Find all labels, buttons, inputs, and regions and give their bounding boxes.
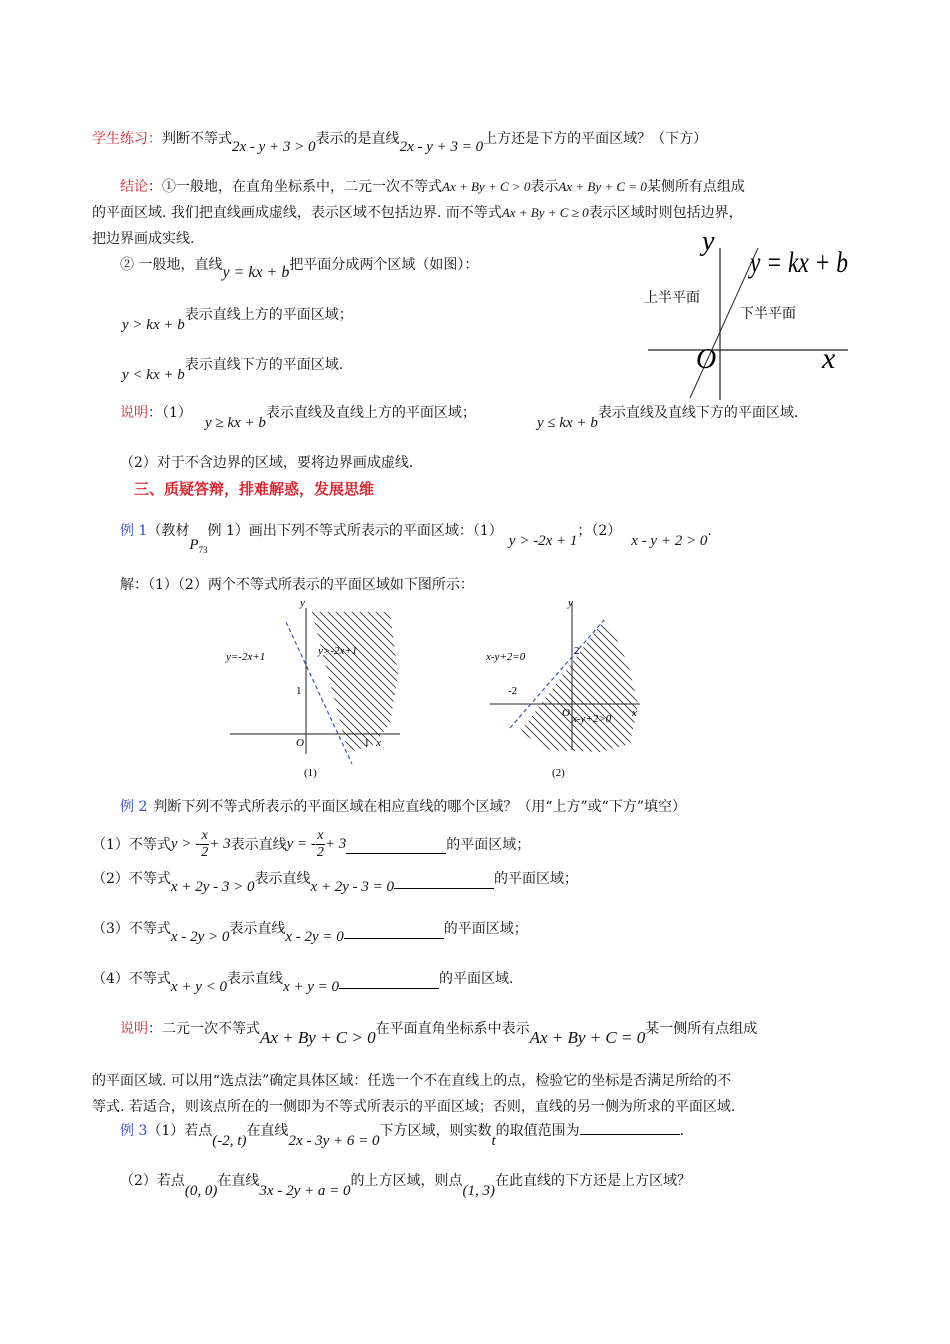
conclusion-text-2: 表示 — [530, 179, 559, 195]
hatch-line — [490, 594, 680, 784]
example-3-label: 例 3 — [120, 1123, 148, 1139]
hatch-line — [634, 594, 824, 784]
conclusion-line-4 — [120, 254, 479, 281]
item-2-text-3: 的平面区域； — [494, 871, 579, 887]
hatch-line — [698, 594, 888, 784]
hatch-line — [538, 594, 728, 784]
section-3-title: 三、质疑答辩，排难解惑，发展思维 — [134, 480, 375, 498]
conclusion-text-4: 的平面区域. 我们把直线画成虚线，表示区域不包括边界. 而不等式 — [92, 205, 502, 221]
graph-2-caption: (2) — [552, 767, 565, 779]
figure-y-label: y — [702, 226, 715, 257]
graph-1-hatch — [30, 594, 788, 784]
hatch-line — [730, 594, 920, 784]
item-4-text-2: 表示直线 — [226, 971, 283, 987]
example-3-text-8: 的上方区域，则点 — [350, 1173, 463, 1189]
figure-upper-label: 上半平面 — [644, 291, 700, 306]
hatch-line — [682, 594, 872, 784]
note-2-line-3: 等式. 若适合，则该点所在的一侧即为不等式所表示的平面区域；否则，直线的另一侧为所求的平面区域. — [92, 1099, 736, 1115]
hatch-line — [714, 594, 904, 784]
hatch-line — [786, 594, 950, 784]
half-plane-figure — [640, 228, 860, 404]
conclusion-math-2: Ax + By + C = 0 — [558, 179, 647, 194]
example-3-text-5: . — [679, 1123, 685, 1139]
item-2-math-1: x + 2y - 3 > 0 — [170, 879, 255, 895]
graph-1-y-label: y — [300, 597, 305, 609]
note-text-3: 表示直线及直线下方的平面区域. — [597, 405, 799, 421]
conclusion-line-5 — [122, 304, 353, 333]
hatch-line — [818, 594, 950, 784]
hatch-line — [426, 594, 616, 784]
hatch-line — [86, 594, 276, 784]
hatch-line — [286, 594, 476, 784]
practice-text-3: 上方还是下方的平面区域？（下方） — [483, 131, 708, 147]
hatch-line — [302, 594, 492, 784]
item-1-text-2: 表示直线 — [230, 837, 287, 853]
item-3-math-1: x - 2y > 0 — [170, 929, 230, 945]
example-3-math-1: (-2, t) — [212, 1133, 247, 1149]
hatch-line — [166, 594, 356, 784]
item-3-text-3: 的平面区域； — [443, 921, 528, 937]
conclusion-math-1: Ax + By + C > 0 — [442, 179, 531, 194]
example-3-text-2: 在直线 — [246, 1123, 289, 1139]
example-1-page-ref — [189, 537, 207, 553]
example-2-item-2 — [92, 868, 579, 895]
hatch-line — [754, 594, 944, 784]
conclusion-text-5: 表示区域时则包括边界， — [588, 205, 743, 221]
hatch-line — [546, 594, 736, 784]
hatch-line — [70, 594, 260, 784]
hatch-line — [118, 594, 308, 784]
item-1-fraction-2 — [316, 828, 325, 861]
hatch-line — [738, 594, 928, 784]
graph-2-ineq-label: x-y+2>0 — [572, 713, 612, 725]
note-2-math-1: Ax + By + C > 0 — [260, 1028, 376, 1047]
conclusion-math-4: y = kx + b — [222, 264, 290, 281]
hatch-line — [46, 594, 236, 784]
graph-1-tick-x: 1 — [364, 737, 370, 749]
hatch-line — [626, 594, 816, 784]
graph-2-boundary — [510, 620, 604, 728]
hatch-line — [150, 594, 340, 784]
hatch-line — [466, 594, 656, 784]
conclusion-math-3: Ax + By + C ≥ 0 — [501, 205, 589, 220]
item-1-frac2-den: 2 — [316, 844, 324, 860]
item-3-text-2: 表示直线 — [229, 921, 286, 937]
hatch-line — [30, 594, 220, 784]
item-2-math-2: x + 2y - 3 = 0 — [310, 879, 395, 895]
example-1-math-1: y > -2x + 1 — [508, 533, 578, 549]
note-text-1: ：（1） — [148, 405, 192, 421]
example-2-text: 判断下列不等式所表示的平面区域在相应直线的哪个区域？（用“上方”或“下方”填空） — [153, 799, 686, 815]
hatch-line — [102, 594, 292, 784]
conclusion-line-2 — [92, 202, 743, 222]
hatch-line — [762, 594, 950, 784]
conclusion-math-5: y > kx + b — [122, 317, 185, 333]
graph-2-origin: O — [562, 707, 570, 719]
example-3-text-6: （2）若点 — [120, 1173, 185, 1189]
hatch-line — [230, 594, 420, 784]
hatch-line — [802, 594, 950, 784]
example-1-label: 例 1 — [120, 523, 148, 539]
example-2-item-4 — [92, 968, 514, 995]
hatch-line — [434, 594, 624, 784]
graph-1-line-label: y=-2x+1 — [226, 651, 266, 663]
hatch-line — [126, 594, 316, 784]
hatch-line — [78, 594, 268, 784]
hatch-line — [578, 594, 768, 784]
hatch-line — [110, 594, 300, 784]
hatch-line — [174, 594, 364, 784]
example-3-math-6: (1, 3) — [462, 1183, 495, 1199]
item-4-text-3: 的平面区域. — [439, 971, 514, 987]
conclusion-text-9: 表示直线下方的平面区域. — [184, 357, 344, 373]
example-1-text-4: . — [707, 523, 712, 539]
hatch-line — [746, 594, 936, 784]
conclusion-text-3: 某侧所有点组成 — [646, 179, 745, 195]
practice-text-1: 判断不等式 — [162, 131, 232, 147]
hatch-line — [246, 594, 436, 784]
example-3-text-1: （1）若点 — [147, 1123, 213, 1139]
example-1-text-3: ；（2） — [577, 523, 622, 539]
hatch-line — [810, 594, 950, 784]
note-2-text-1: ：二元一次不等式 — [148, 1021, 260, 1037]
note-line-2: （2）对于不含边界的区域，要将边界画成虚线. — [120, 455, 414, 471]
practice-text-2: 表示的是直线 — [315, 131, 400, 147]
conclusion-text-7: 把平面分成两个区域（如图）： — [289, 257, 479, 273]
hatch-line — [514, 594, 704, 784]
item-1-math-4: + 3 — [324, 835, 347, 852]
figure-lower-label: 下半平面 — [740, 307, 796, 322]
item-4-math-1: x + y < 0 — [170, 979, 227, 995]
hatch-line — [442, 594, 632, 784]
hatch-line — [674, 594, 864, 784]
practice-paragraph — [92, 128, 708, 155]
hatch-line — [602, 594, 792, 784]
hatch-line — [530, 594, 720, 784]
hatch-line — [214, 594, 404, 784]
example-1-line — [120, 520, 712, 555]
item-1-fraction-1 — [200, 828, 209, 861]
example-2-label: 例 2 — [120, 799, 148, 815]
graph-1-tick-y: 1 — [296, 685, 302, 697]
graph-2-y-label: y — [568, 597, 573, 609]
note-2-text-3: 某一侧所有点组成 — [645, 1021, 758, 1037]
hatch-line — [262, 594, 452, 784]
item-2-text-2: 表示直线 — [254, 871, 311, 887]
hatch-line — [506, 594, 696, 784]
example-3-text-9: 在此直线的下方还是上方区域？ — [494, 1173, 691, 1189]
hatch-line — [182, 594, 372, 784]
hatch-line — [142, 594, 332, 784]
note-line-1 — [120, 402, 192, 422]
hatch-line — [238, 594, 428, 784]
item-1-frac2-num: x — [317, 827, 324, 843]
hatch-line — [690, 594, 880, 784]
hatch-line — [666, 594, 856, 784]
item-2-blank[interactable] — [394, 887, 494, 889]
hatch-line — [294, 594, 484, 784]
note-line-1c — [537, 402, 799, 431]
figure-x-label: x — [822, 342, 836, 375]
hatch-line — [474, 594, 664, 784]
example-1-solution: 解：（1）（2）两个不等式所表示的平面区域如下图所示： — [120, 577, 474, 593]
example-2-item-3 — [92, 918, 528, 945]
hatch-line — [94, 594, 284, 784]
hatch-line — [570, 594, 760, 784]
note-2-math-2: Ax + By + C = 0 — [529, 1028, 646, 1047]
hatch-line — [458, 594, 648, 784]
conclusion-line-6 — [122, 354, 344, 383]
hatch-line — [594, 594, 784, 784]
hatch-line — [618, 594, 808, 784]
item-1-text-1: （1）不等式 — [92, 837, 171, 853]
graph-1-ineq-label: y>-2x+1 — [318, 645, 358, 657]
hatch-line — [778, 594, 950, 784]
item-4-text-1: （4）不等式 — [92, 971, 171, 987]
graph-2-tick-y: 2 — [574, 645, 580, 657]
hatch-line — [498, 594, 688, 784]
hatch-line — [54, 594, 244, 784]
graph-2 — [480, 594, 650, 784]
item-3-math-2: x - 2y = 0 — [285, 929, 344, 945]
hatch-line — [658, 594, 848, 784]
figure-origin-label: O — [696, 344, 717, 375]
practice-math-1: 2x - y + 3 > 0 — [232, 139, 316, 155]
example-1-text-2: 例 1）画出下列不等式所表示的平面区域：（1） — [207, 523, 503, 539]
graph-1-x-label: x — [376, 737, 381, 749]
figure-equation: y = kx + b — [747, 246, 848, 279]
hatch-line — [198, 594, 388, 784]
hatch-line — [394, 594, 584, 784]
note-text-2: 表示直线及直线上方的平面区域； — [265, 405, 476, 421]
example-3-text-7: 在直线 — [217, 1173, 260, 1189]
hatch-line — [794, 594, 950, 784]
hatch-line — [38, 594, 228, 784]
hatch-line — [834, 594, 950, 784]
conclusion-line-3: 把边界画成实线. — [92, 231, 195, 247]
hatch-line — [190, 594, 380, 784]
practice-math-2: 2x - y + 3 = 0 — [399, 139, 484, 155]
example-3-math-2: 2x - 3y + 6 = 0 — [288, 1133, 380, 1149]
note-line-1b — [205, 402, 476, 431]
example-3-text-3: 下方区域，则实数 — [379, 1123, 492, 1139]
conclusion-text-6: ② 一般地，直线 — [120, 257, 223, 273]
example-3-line-1 — [120, 1120, 685, 1149]
practice-label: 学生练习： — [92, 131, 162, 147]
hatch-line — [650, 594, 840, 784]
figure-line — [690, 248, 758, 398]
note-math-1: y ≥ kx + b — [205, 415, 266, 431]
note-label: 说明 — [120, 405, 148, 421]
graph-2-x-label: x — [632, 707, 637, 719]
item-1-math-2: + 3 — [209, 835, 231, 852]
example-1-math-2: x - y + 2 > 0 — [631, 533, 708, 549]
item-1-blank[interactable] — [346, 852, 446, 854]
graph-1-origin: O — [296, 737, 304, 749]
hatch-line — [254, 594, 444, 784]
graph-2-tick-x: -2 — [508, 685, 518, 697]
item-3-blank[interactable] — [344, 937, 444, 939]
hatch-line — [522, 594, 712, 784]
item-1-frac-den: 2 — [201, 844, 209, 860]
hatch-line — [722, 594, 912, 784]
note-2-label: 说明 — [120, 1021, 148, 1037]
note-2-text-2: 在平面直角坐标系中表示 — [375, 1021, 530, 1037]
example-3-text-4: 的取值范围为 — [495, 1123, 580, 1139]
hatch-line — [158, 594, 348, 784]
graph-2-line-label: x-y+2=0 — [486, 651, 526, 663]
example-1-page-sub: 73 — [198, 545, 208, 555]
example-1-text-1: （教材 — [147, 523, 190, 539]
hatch-line — [826, 594, 950, 784]
graph-1-caption: (1) — [304, 767, 317, 779]
example-3-math-4: (0, 0) — [184, 1183, 218, 1199]
hatch-line — [562, 594, 752, 784]
hatch-line — [586, 594, 776, 784]
note-2-line-1 — [120, 1018, 758, 1047]
item-4-blank[interactable] — [339, 987, 439, 989]
hatch-line — [610, 594, 800, 784]
item-1-text-3: 的平面区域； — [446, 837, 531, 853]
example-2-line — [120, 796, 686, 816]
example-2-item-1 — [92, 824, 530, 864]
hatch-line — [706, 594, 896, 784]
example-3-line-2 — [120, 1170, 691, 1199]
item-2-text-1: （2）不等式 — [92, 871, 171, 887]
hatch-line — [642, 594, 832, 784]
item-4-math-2: x + y = 0 — [282, 979, 340, 995]
hatch-line — [386, 594, 576, 784]
graph-1 — [220, 594, 410, 784]
conclusion-label: 结论 — [120, 179, 148, 195]
example-3-blank[interactable] — [580, 1133, 680, 1135]
hatch-line — [310, 594, 500, 784]
item-1-math-3: y = - — [286, 835, 316, 852]
hatch-line — [62, 594, 252, 784]
hatch-line — [554, 594, 744, 784]
example-1-page-p: P — [189, 537, 199, 553]
hatch-line — [770, 594, 950, 784]
note-math-2: y ≤ kx + b — [537, 415, 598, 431]
conclusion-text-1: ：①一般地，在直角坐标系中，二元一次不等式 — [148, 179, 442, 195]
item-3-text-1: （3）不等式 — [92, 921, 171, 937]
item-1-frac-num: x — [201, 827, 208, 843]
conclusion-line-1 — [120, 176, 745, 196]
item-1-math-1: y > - — [170, 835, 201, 852]
example-3-math-3: t — [491, 1133, 496, 1149]
conclusion-text-8: 表示直线上方的平面区域； — [184, 307, 353, 323]
note-2-line-2: 的平面区域. 可以用“选点法”确定具体区域：任选一个不在直线上的点，检验它的坐标是否满足所给的不 — [92, 1073, 732, 1089]
hatch-line — [450, 594, 640, 784]
conclusion-math-6: y < kx + b — [122, 367, 185, 383]
hatch-line — [402, 594, 592, 784]
example-3-math-5: 3x - 2y + a = 0 — [259, 1183, 351, 1199]
